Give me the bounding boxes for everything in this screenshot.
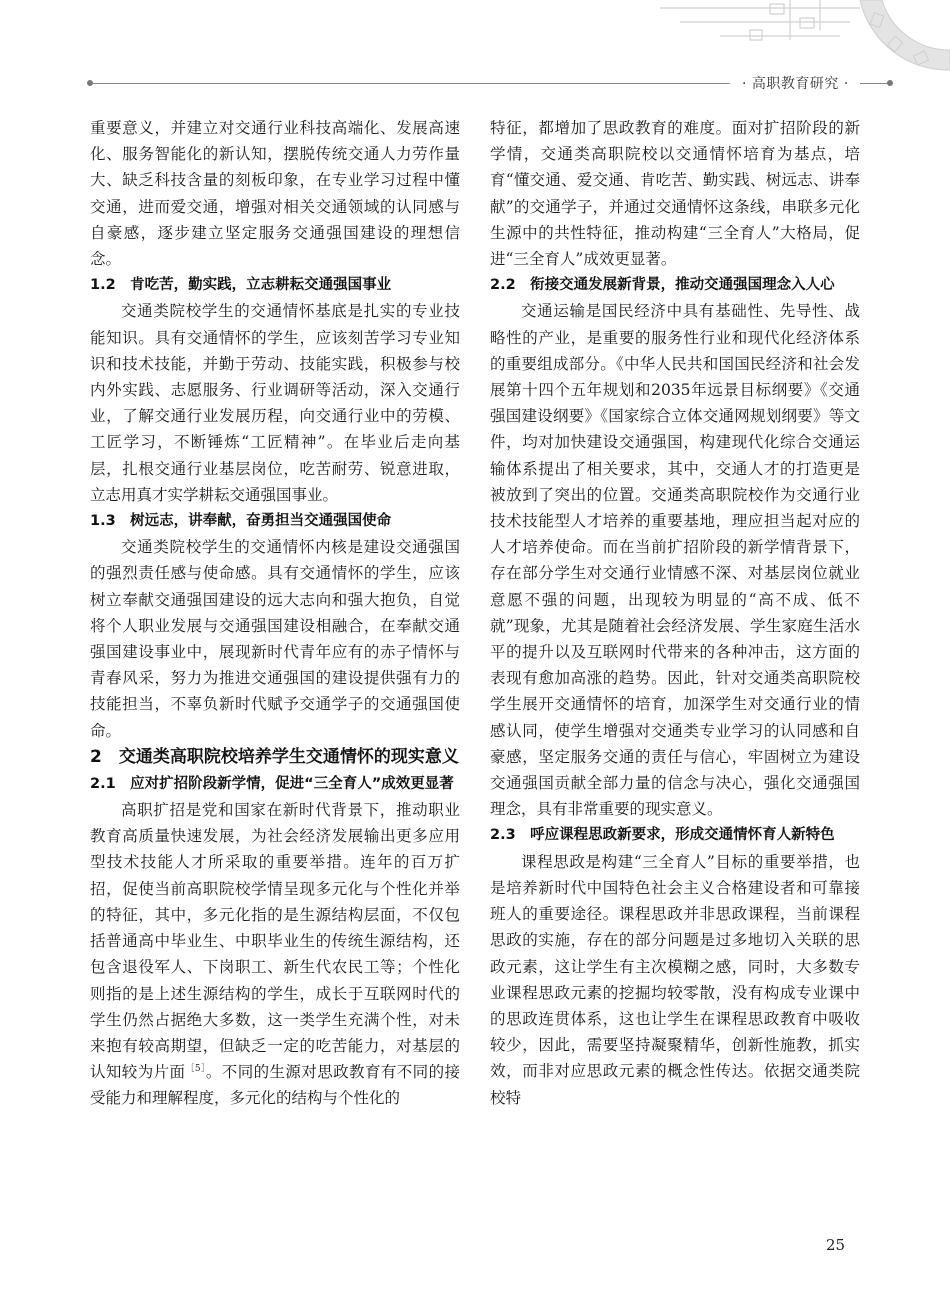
- header-gear-decoration: [660, 0, 950, 80]
- section-heading-2-3: 2.3 呼应课程思政新要求，形成交通情怀育人新特色: [490, 827, 835, 844]
- header-rule: [90, 83, 730, 84]
- right-column: [490, 115, 860, 1111]
- paragraph: 交通运输是国民经济中具有基础性、先导性、战略性的产业，是重要的服务性行业和现代化经济体系的重要组成部分。《中华人民共和国国民经济和社会发展第十四个五年规划和2035年远景目标纲要》《交通强国建设纲要》《国家综合立体交通网规划纲要》等文件，均对加快建设交通强国，构建现代化综合交通运输体系提出了相关要求，其中，交通人才的打造更是被放到了突出的位置。交通类高职院校作为交通行业技术技能型人才培养的重要基地，理应担当起对应的人才培养使命。而在当前扩招阶段的新学情背景下，存在部分学生对交通行业情感不深、对基层岗位就业意愿不强的问题，出现较为明显的“高不成、低不就”现象，尤其是随着社会经济发展、学生家庭生活水平的提升以及互联网时代带来的各种冲击，这方面的表现有愈加高涨的趋势。因此，针对交通类高职院校学生展开交通情怀的培育，加深学生对交通行业的情感认同，使学生增强对交通类专业学习的认同感和自豪感，坚定服务交通的责任与信心，牢固树立为建设交通强国贡献全部力量的信念与决心，强化交通强国理念，具有非常重要的现实意义。: [490, 302, 860, 819]
- journal-name: · 高职教育研究 ·: [742, 76, 849, 92]
- citation-reference: ［5］: [185, 1063, 206, 1074]
- section-heading-1-2: 1.2 肯吃苦，勤实践，立志耕耘交通强国事业: [90, 277, 392, 294]
- header-rule-tail: [860, 83, 890, 84]
- paragraph-text: 。不同的生源对思政教育有不同的接受能力和理解程度，多元化的结构与个性化的: [90, 1063, 460, 1108]
- left-column: [90, 115, 460, 1112]
- paragraph: 交通类院校学生的交通情怀内核是建设交通强国的强烈责任感与使命感。具有交通情怀的学生，应该树立奉献交通强国建设的远大志向和强大抱负，自觉将个人职业发展与交通强国建设相融合，在奉献交通强国建设事业中，展现新时代青年应有的赤子情怀与青春风采，努力为推进交通强国的建设提供强有力的技能担当，不辜负新时代赋予交通学子的交通强国使命。: [90, 538, 460, 740]
- paragraph: 重要意义，并建立对交通行业科技高端化、发展高速化、服务智能化的新认知，摆脱传统交通人力劳作量大、缺乏科技含量的刻板印象，在专业学习过程中懂交通，进而爱交通，增强对相关交通领域的认同感与自豪感，逐步建立坚定服务交通强国建设的理想信念。: [90, 119, 460, 269]
- page-number: 25: [826, 1236, 846, 1254]
- paragraph: 交通类院校学生的交通情怀基底是扎实的专业技能知识。具有交通情怀的学生，应该刻苦学习专业知识和技术技能，并勤于劳动、技能实践，积极参与校内外实践、志愿服务、行业调研等活动，深入交通行业，了解交通行业发展历程，向交通行业中的劳模、工匠学习，不断锤炼“工匠精神”。在毕业后走向基层，扎根交通行业基层岗位，吃苦耐劳、锐意进取，立志用真才实学耕耘交通强国事业。: [90, 302, 460, 504]
- paragraph: 特征，都增加了思政教育的难度。面对扩招阶段的新学情，交通类高职院校以交通情怀培育为基点，培育“懂交通、爱交通、肯吃苦、勤实践、树远志、讲奉献”的交通学子，并通过交通情怀这条线，串联多元化生源中的共性特征，推动构建“三全育人”大格局，促进“三全育人”成效更显著。: [490, 119, 860, 269]
- paragraph: 课程思政是构建“三全育人”目标的重要举措，也是培养新时代中国特色社会主义合格建设者和可靠接班人的重要途径。课程思政并非思政课程，当前课程思政的实施，存在的部分问题是过多地切入关联的思政元素，这让学生有主次模糊之感，同时，大多数专业课程思政元素的挖掘均较零散，没有构成专业课中的思政连贯体系，这也让学生在课程思政教育中吸收较少，因此，需要坚持凝聚精华，创新性施教，抓实效，而非对应思政元素的概念性传达。依据交通类院校特: [490, 852, 860, 1107]
- section-heading-2: 2 交通类高职院校培养学生交通情怀的现实意义: [90, 746, 459, 767]
- paragraph: [90, 797, 460, 1111]
- section-heading-2-2: 2.2 衔接交通发展新背景，推动交通强国理念入人心: [490, 277, 835, 294]
- paragraph-text: 高职扩招是党和国家在新时代背景下，推动职业教育高质量快速发展，为社会经济发展输出更多应用型技术技能人才所采取的重要举措。连年的百万扩招，促使当前高职院校学情呈现多元化与个性化并举的特征，其中，多元化指的是生源结构层面，不仅包括普通高中毕业生、中职毕业生的传统生源结构，还包含退役军人、下岗职工、新生代农民工等；个性化则指的是上述生源结构的学生，成长于互联网时代的学生仍然占据绝大多数，这一类学生充满个性，对未来抱有较高期望，但缺乏一定的吃苦能力，对基层的认知较为片面: [90, 801, 460, 1082]
- section-heading-2-1: 2.1 应对扩招阶段新学情，促进“三全育人”成效更显著: [90, 775, 454, 792]
- section-heading-1-3: 1.3 树远志，讲奉献，奋勇担当交通强国使命: [90, 513, 392, 530]
